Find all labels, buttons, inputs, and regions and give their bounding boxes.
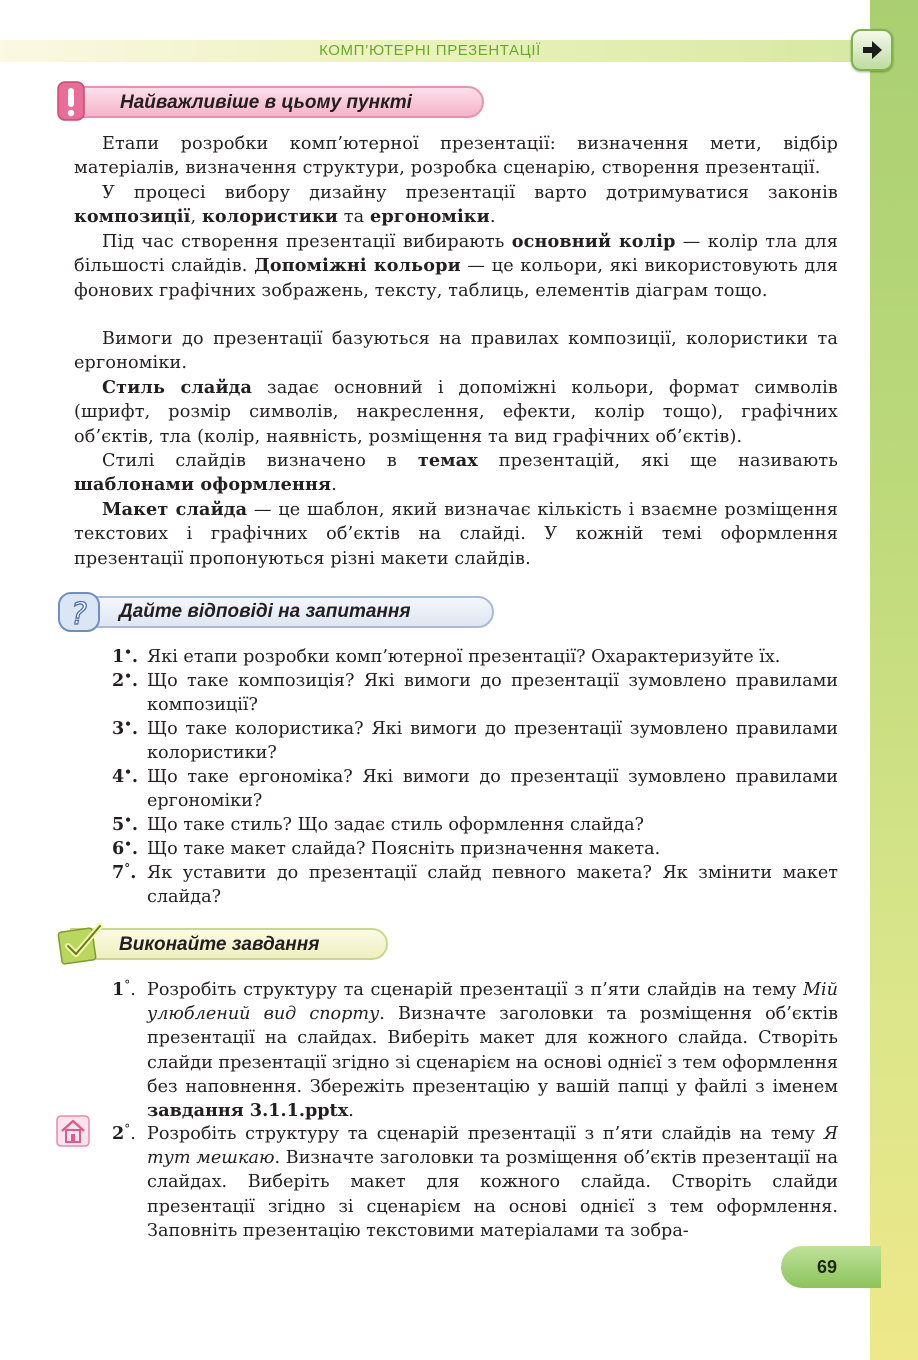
question-text: Які етапи розробки комп’ютерної презентації? Охарактеризуйте їх.	[147, 647, 781, 667]
text-run: .	[331, 475, 337, 496]
svg-text:?: ?	[71, 597, 87, 632]
question-icon	[57, 591, 101, 633]
text-run: . Визначте заголовки та розміщення об’єктів презентації на слайдах. Виберіть макет для кожного слайда. Створіть слайди презентації згідно зі сценарієм на основі однієї з тем оформлення без наповнення. Збережіть презентацію у вашій папці у файлі з іменем	[147, 1004, 838, 1097]
summary-heading: Найважливіше в цьому пункті	[120, 92, 412, 113]
italic-term: Мій улюблений вид спорту	[147, 980, 838, 1025]
page-number: 69	[816, 1257, 838, 1277]
page-header-title: КОМП’ЮТЕРНІ ПРЕЗЕНТАЦІЇ	[319, 42, 541, 59]
text-run: презентацій, які ще називають	[477, 451, 838, 471]
text-run: .	[489, 207, 496, 228]
text-run: та	[337, 207, 370, 228]
task-item	[112, 973, 838, 1123]
text-run: Розробіть структуру та сценарій презентації з п’яти слайдів на тему	[147, 1124, 824, 1144]
text-run: Розробіть структуру та сценарій презентації з п’яти слайдів на тему	[147, 980, 804, 1000]
question-text: Що таке макет слайда? Поясніть призначення макета.	[147, 839, 661, 859]
text-run: — це шаблон, який визначає кількість і взаємне розміщення текстових і графічних об’єктів на слайді. У кожній темі оформлення презентації пропонуються різні макети слайдів.	[74, 500, 839, 569]
summary-paragraph	[74, 230, 838, 303]
question-number: 1•.	[112, 645, 139, 667]
question-number: 6•.	[112, 837, 139, 859]
questions-heading: Дайте відповіді на запитання	[119, 601, 411, 622]
summary-paragraph	[74, 449, 838, 498]
task-item	[112, 1117, 838, 1243]
text-run: ,	[190, 207, 202, 228]
summary-paragraph	[74, 181, 838, 230]
question-item	[112, 856, 838, 909]
bold-term: Стиль слайда	[102, 377, 253, 398]
summary-paragraph	[74, 327, 838, 376]
question-text: Що таке колористика? Які вимоги до презентації зумовлено правилами колористики?	[147, 719, 838, 764]
bold-term: Допоміжні кольори	[254, 255, 461, 277]
bold-term: шаблонами оформлення	[74, 474, 332, 496]
summary-paragraph	[74, 132, 838, 181]
text-run: У процесі вибору дизайну презентації варто дотримуватися законів	[102, 183, 838, 203]
question-text: Як уставити до презентації слайд певного макета? Як змінити макет слайда?	[147, 863, 838, 908]
question-number: 2•.	[112, 669, 139, 691]
text-run: Етапи розробки комп’ютерної презентації: визначення мети, відбір матеріалів, визначення структури, розробка сценарію, створення презентації.	[74, 134, 838, 179]
home-icon	[56, 1115, 90, 1147]
bold-term: ергономіки	[370, 206, 490, 228]
question-number: 4•.	[112, 765, 139, 787]
arrow-right-icon	[860, 38, 884, 62]
question-text: Що таке композиція? Які вимоги до презентації зумовлено правилами композиції?	[147, 671, 838, 716]
bold-term: основний колір	[511, 231, 676, 252]
text-run: задає основний і допоміжні кольори, формат символів (шрифт, розмір символів, накреслення, ефекти, колір тощо), графічних об’єктів, тла (колір, наявність, розміщення та вид графічних об’єктів).	[74, 378, 838, 447]
summary-paragraph	[74, 498, 838, 571]
question-text: Що таке ергономіка? Які вимоги до презентації зумовлено правилами ергономіки?	[147, 767, 838, 812]
next-page-button[interactable]	[851, 29, 893, 71]
text-run: .	[348, 1101, 354, 1122]
question-item	[112, 712, 838, 765]
bold-term: колористики	[201, 206, 338, 228]
bold-term: темах	[417, 450, 478, 471]
right-decorative-strip	[870, 0, 918, 1360]
checkmark-pencil-icon	[56, 920, 106, 966]
task-number: 1°.	[112, 978, 136, 1000]
bold-term: Макет слайда	[102, 499, 248, 520]
text-run: Стилі слайдів визначено в	[102, 451, 418, 471]
summary-paragraph	[74, 376, 838, 449]
bold-term: композиції	[74, 206, 191, 228]
text-run: Вимоги до презентації базуються на правилах композиції, колористики та ергономіки.	[74, 329, 838, 374]
text-run: — це кольори, які використовують для фонових графічних зображень, тексту, таблиць, елементів діаграм тощо.	[74, 256, 838, 301]
text-run: . Визначте заголовки та розміщення об’єктів презентації на слайдах. Виберіть макет для кожного слайда. Створіть слайди презентації згідно зі сценарієм на основі однієї з тем оформлення. Заповніть презентацію текстовими матеріалами та зобра-	[147, 1148, 838, 1241]
exclamation-icon	[56, 80, 86, 122]
question-item	[112, 760, 838, 813]
bold-term: завдання 3.1.1.pptx	[147, 1100, 349, 1122]
question-item	[112, 664, 838, 717]
italic-term: Я тут мешкаю	[147, 1124, 838, 1169]
tasks-heading: Виконайте завдання	[119, 934, 320, 955]
text-run: — колір тла для більшості слайдів.	[74, 232, 839, 277]
question-text: Що таке стиль? Що задає стиль оформлення слайда?	[147, 815, 644, 835]
question-number: 5•.	[112, 813, 139, 835]
text-run: Під час створення презентації вибирають	[102, 232, 512, 252]
question-number: 7°.	[112, 861, 137, 883]
question-number: 3•.	[112, 717, 139, 739]
task-number: 2°.	[112, 1122, 136, 1144]
